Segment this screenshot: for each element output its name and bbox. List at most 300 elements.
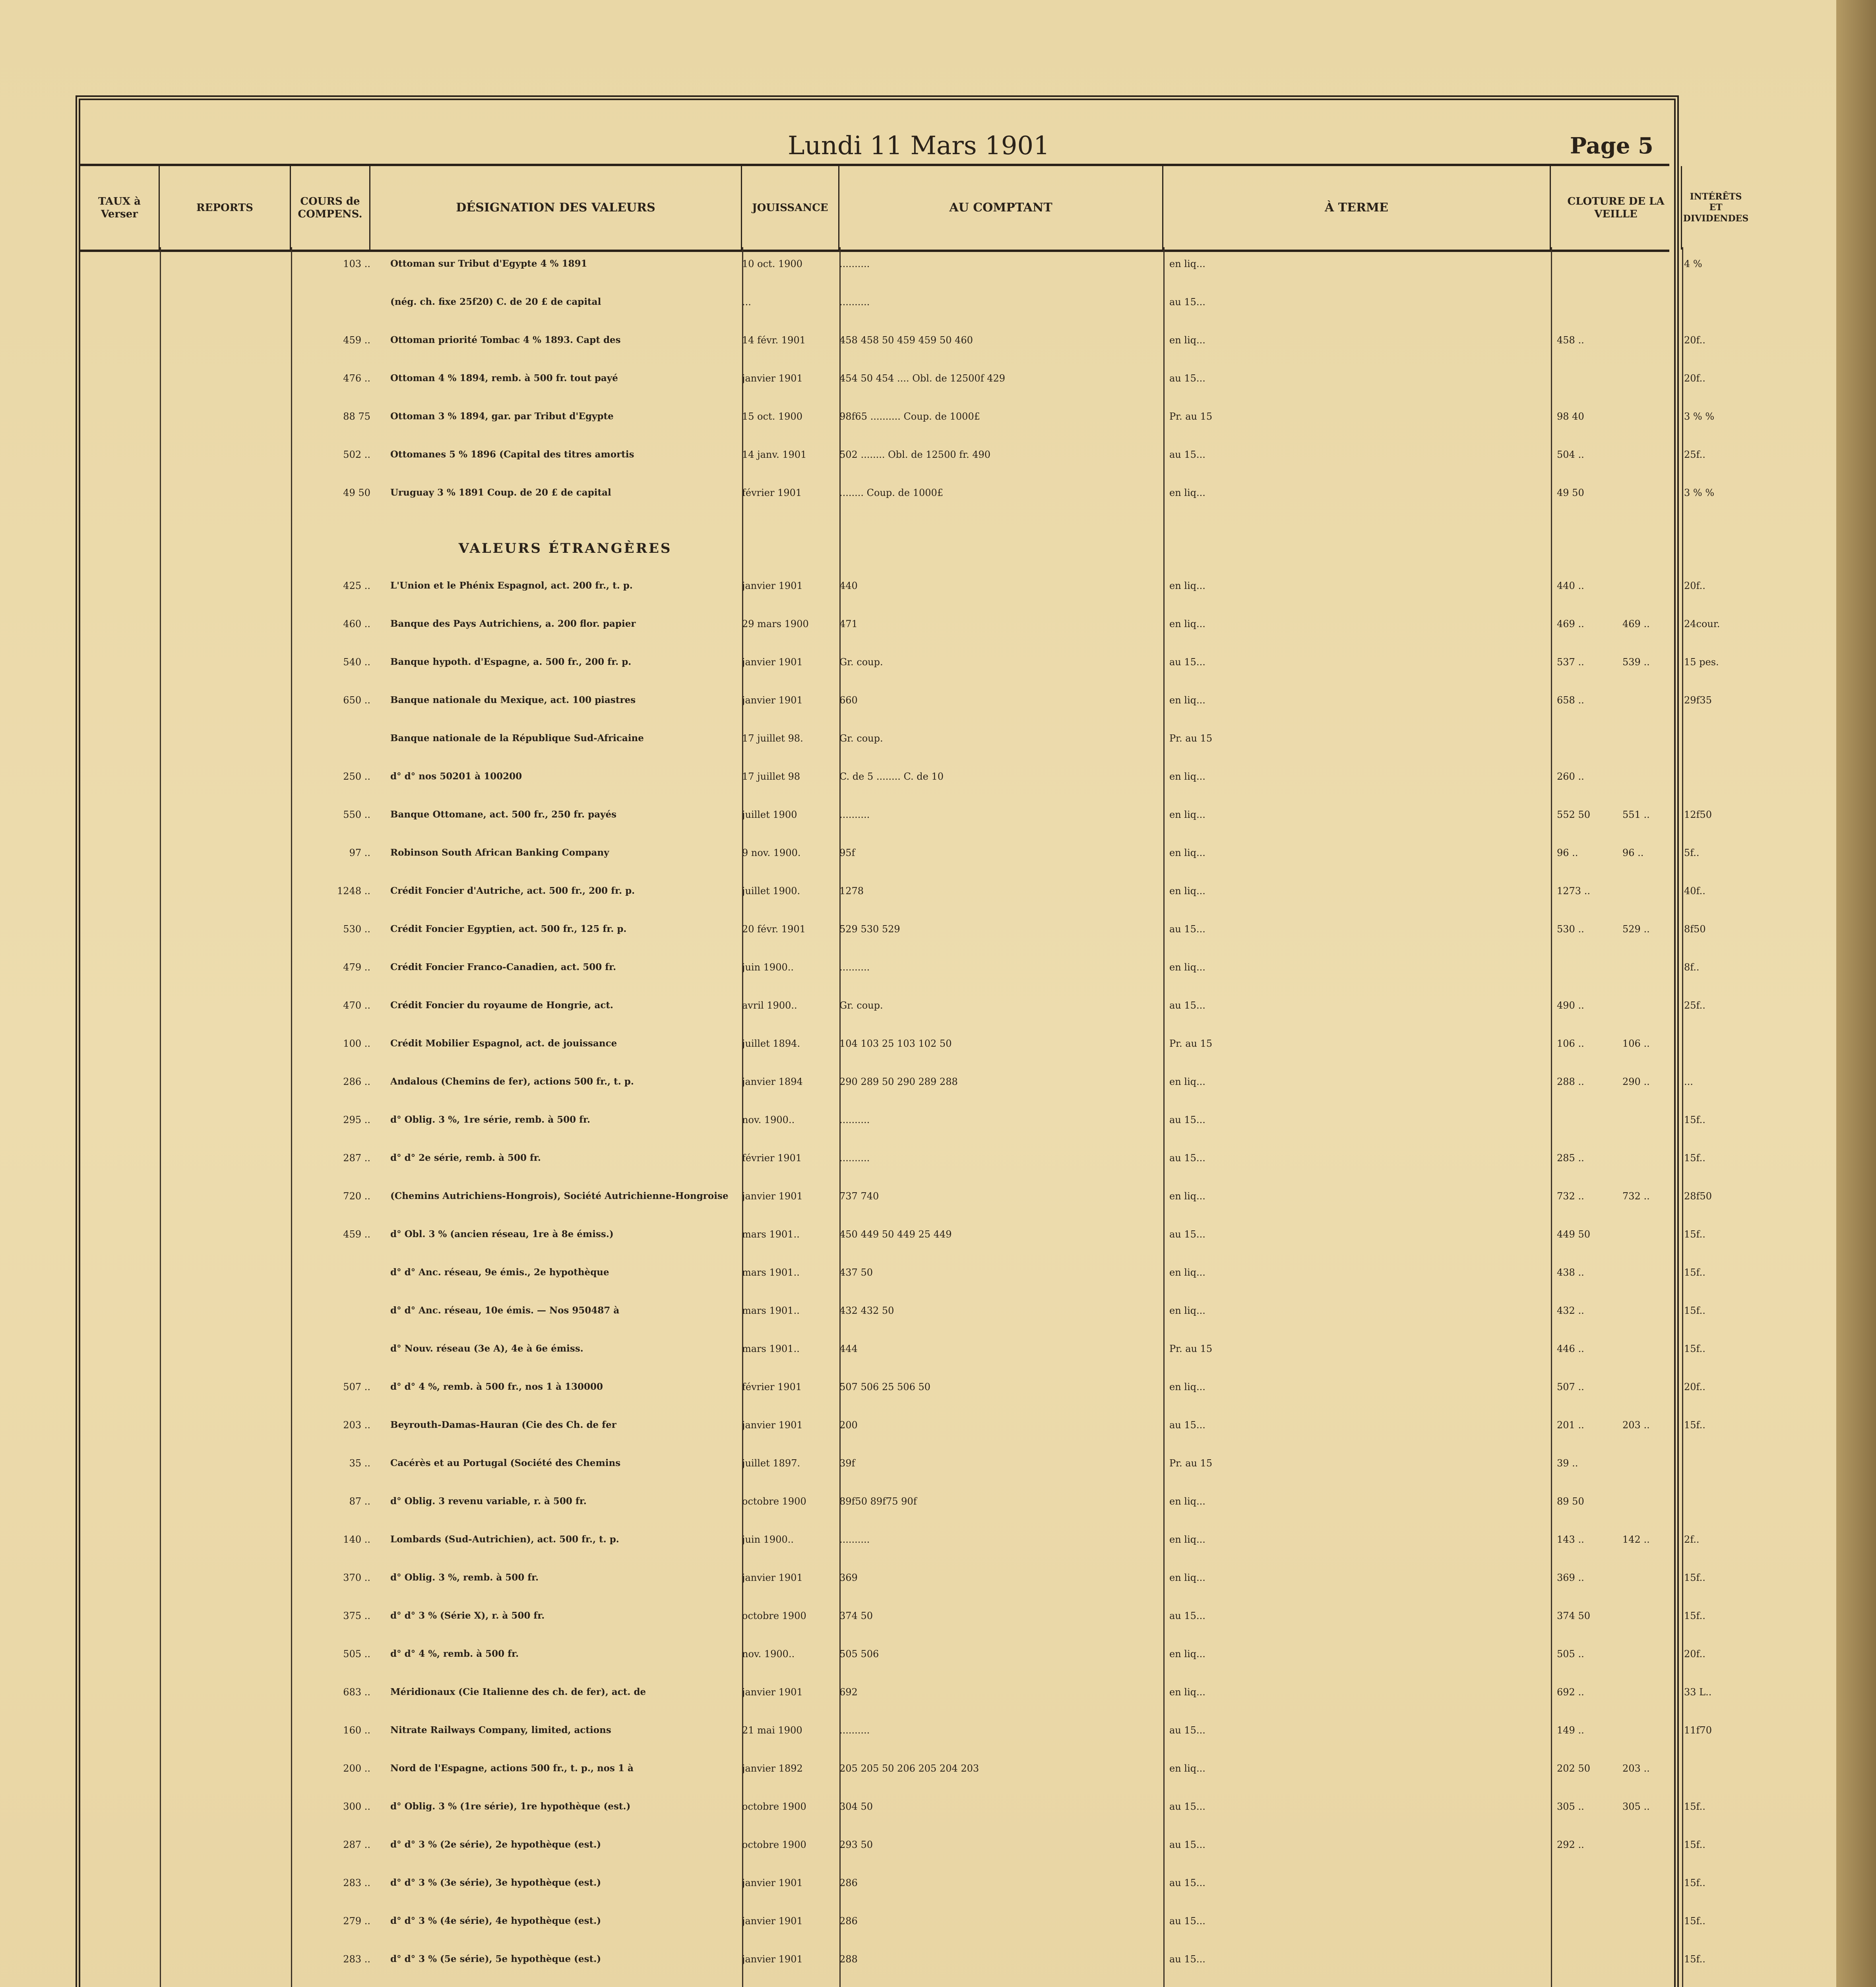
row-designation: Ottoman priorité Tombac 4 % 1893. Capt des — [390, 335, 621, 345]
row-au-comptant: 374 50 — [839, 1610, 873, 1621]
row-jouissance: janvier 1901 — [742, 1420, 803, 1431]
row-designation: d° d° 4 %, remb. à 500 fr., nos 1 à 130000 — [390, 1381, 603, 1392]
row-jouissance: 21 mai 1900 — [742, 1725, 802, 1736]
row-terme-label: Pr. au 15 — [1169, 733, 1213, 744]
row-designation: Banque Ottomane, act. 500 fr., 250 fr. payés — [390, 809, 617, 820]
row-cours: 160 .. — [343, 1725, 370, 1736]
row-au-comptant: 737 740 — [839, 1191, 879, 1202]
row-cours: 479 .. — [343, 962, 370, 973]
row-interets: 20f.. — [1684, 1648, 1705, 1660]
row-cours: 88 75 — [343, 411, 370, 422]
row-cloture-compt: 106 .. — [1557, 1038, 1584, 1049]
row-interets: 24cour. — [1684, 618, 1720, 629]
row-designation: d° d° 3 % (Série X), r. à 500 fr. — [390, 1610, 545, 1621]
row-cloture-terme: 551 .. — [1622, 809, 1650, 820]
row-au-comptant: Gr. coup. — [839, 657, 883, 668]
row-cloture-compt: 505 .. — [1557, 1648, 1584, 1660]
row-au-comptant: Gr. coup. — [839, 1000, 883, 1011]
row-au-comptant: .......... — [839, 1534, 870, 1545]
row-terme-label: au 15... — [1169, 373, 1205, 384]
row-jouissance: mars 1901.. — [742, 1267, 800, 1278]
row-cours: 97 .. — [349, 847, 370, 858]
row-designation: d° d° 3 % (2e série), 2e hypothèque (est.) — [390, 1839, 601, 1850]
row-designation: Banque hypoth. d'Espagne, a. 500 fr., 200 fr. p. — [390, 657, 632, 667]
row-au-comptant: 507 506 25 506 50 — [839, 1381, 931, 1392]
row-designation: d° d° 2e série, remb. à 500 fr. — [390, 1152, 541, 1163]
row-cloture-compt: 374 50 — [1557, 1610, 1590, 1621]
row-au-comptant: 200 — [839, 1420, 858, 1431]
row-cours: 530 .. — [343, 924, 370, 935]
row-jouissance: janvier 1901 — [742, 1572, 803, 1583]
row-designation: Crédit Mobilier Espagnol, act. de jouissance — [390, 1038, 617, 1049]
row-terme-label: au 15... — [1169, 1420, 1205, 1431]
row-designation: d° d° 3 % (3e série), 3e hypothèque (est.) — [390, 1877, 601, 1888]
row-terme-label: en liq... — [1169, 1572, 1205, 1583]
row-au-comptant: 286 — [839, 1877, 858, 1888]
row-terme-label: en liq... — [1169, 487, 1205, 498]
row-cloture-terme: 305 .. — [1622, 1801, 1650, 1812]
row-cours: 476 .. — [343, 373, 370, 384]
row-au-comptant: Gr. coup. — [839, 733, 883, 744]
row-designation: Nitrate Railways Company, limited, actions — [390, 1725, 611, 1735]
row-jouissance: janvier 1901 — [742, 695, 803, 706]
row-interets: 28f50 — [1684, 1191, 1712, 1202]
row-au-comptant: .......... — [839, 296, 870, 308]
row-cloture-terme: 203 .. — [1622, 1763, 1650, 1774]
row-terme-label: en liq... — [1169, 1305, 1205, 1316]
row-cours: 35 .. — [349, 1458, 370, 1469]
row-terme-label: Pr. au 15 — [1169, 1458, 1213, 1469]
row-cloture-compt: 49 50 — [1557, 487, 1584, 498]
row-designation: Robinson South African Banking Company — [390, 847, 609, 858]
row-cours: 460 .. — [343, 618, 370, 629]
row-cours: 283 .. — [343, 1877, 370, 1888]
row-interets: 15f.. — [1684, 1114, 1705, 1125]
row-designation: Nord de l'Espagne, actions 500 fr., t. p., nos 1 à — [390, 1763, 634, 1774]
col-cloture: CLOTURE DE LA VEILLE — [1551, 166, 1682, 250]
row-jouissance: 14 janv. 1901 — [742, 449, 807, 460]
row-interets: 20f.. — [1684, 373, 1705, 384]
row-cours: 295 .. — [343, 1114, 370, 1125]
row-au-comptant: .......... — [839, 258, 870, 269]
row-terme-label: au 15... — [1169, 1000, 1205, 1011]
row-designation: Ottoman 4 % 1894, remb. à 500 fr. tout payé — [390, 373, 618, 383]
row-terme-label: au 15... — [1169, 1114, 1205, 1125]
row-jouissance: juillet 1900 — [742, 809, 797, 820]
row-designation: Banque nationale de la République Sud-Africaine — [390, 733, 644, 744]
row-cours: 283 .. — [343, 1954, 370, 1965]
row-cloture-terme: 106 .. — [1622, 1038, 1650, 1049]
row-jouissance: janvier 1901 — [742, 1877, 803, 1888]
row-terme-label: en liq... — [1169, 809, 1205, 820]
row-interets: 15f.. — [1684, 1954, 1705, 1965]
row-au-comptant: .......... — [839, 1152, 870, 1164]
row-terme-label: au 15... — [1169, 1229, 1205, 1240]
rule-7 — [1682, 247, 1683, 1987]
row-terme-label: en liq... — [1169, 1076, 1205, 1087]
row-terme-label: au 15... — [1169, 1915, 1205, 1927]
page-date-title: Lundi 11 Mars 1901 — [788, 131, 1050, 161]
row-cours: 100 .. — [343, 1038, 370, 1049]
page-header — [80, 100, 1669, 164]
row-cloture-compt: 202 50 — [1557, 1763, 1590, 1774]
row-interets: 25f.. — [1684, 1000, 1705, 1011]
row-au-comptant: 293 50 — [839, 1839, 873, 1850]
row-designation: L'Union et le Phénix Espagnol, act. 200 fr., t. p. — [390, 580, 633, 591]
row-cours: 300 .. — [343, 1801, 370, 1812]
row-cloture-compt: 89 50 — [1557, 1496, 1584, 1507]
row-au-comptant: 98f65 .......... Coup. de 1000£ — [839, 411, 980, 422]
page-binding — [1836, 0, 1876, 1987]
row-cours: 650 .. — [343, 695, 370, 706]
row-designation: d° Oblig. 3 %, 1re série, remb. à 500 fr. — [390, 1114, 591, 1125]
row-cloture-terme: 96 .. — [1622, 847, 1644, 858]
row-cloture-compt: 432 .. — [1557, 1305, 1584, 1316]
row-terme-label: au 15... — [1169, 1152, 1205, 1164]
col-a-terme: À TERME — [1163, 166, 1551, 250]
row-terme-label: au 15... — [1169, 924, 1205, 935]
row-cloture-compt: 285 .. — [1557, 1152, 1584, 1164]
row-interets: 15f.. — [1684, 1839, 1705, 1850]
row-interets: 3 % % — [1684, 487, 1715, 498]
row-interets: 5f.. — [1684, 847, 1700, 858]
row-jouissance: janvier 1901 — [742, 1687, 803, 1698]
row-designation: Beyrouth-Damas-Hauran (Cie des Ch. de fer — [390, 1420, 616, 1430]
row-designation: d° Oblig. 3 % (1re série), 1re hypothèque (est.) — [390, 1801, 631, 1812]
row-jouissance: avril 1900.. — [742, 1000, 797, 1011]
row-cours: 683 .. — [343, 1687, 370, 1698]
row-terme-label: en liq... — [1169, 847, 1205, 858]
row-interets: 8f.. — [1684, 962, 1700, 973]
row-interets: ... — [1684, 1076, 1693, 1087]
row-cloture-compt: 149 .. — [1557, 1725, 1584, 1736]
row-terme-label: au 15... — [1169, 296, 1205, 308]
row-au-comptant: 444 — [839, 1343, 858, 1354]
row-cours: 87 .. — [349, 1496, 370, 1507]
row-designation: Ottomanes 5 % 1896 (Capital des titres amortis — [390, 449, 634, 460]
row-cours: 1248 .. — [337, 885, 370, 897]
row-terme-label: Pr. au 15 — [1169, 1343, 1213, 1354]
row-cloture-compt: 507 .. — [1557, 1381, 1584, 1392]
row-terme-label: au 15... — [1169, 449, 1205, 460]
row-designation: d° d° Anc. réseau, 9e émis., 2e hypothèque — [390, 1267, 609, 1278]
row-jouissance: 17 juillet 98. — [742, 733, 803, 744]
row-designation: Méridionaux (Cie Italienne des ch. de fer), act. de — [390, 1687, 646, 1697]
row-terme-label: en liq... — [1169, 885, 1205, 897]
row-terme-label: en liq... — [1169, 335, 1205, 346]
row-terme-label: en liq... — [1169, 580, 1205, 591]
row-cloture-compt: 440 .. — [1557, 580, 1584, 591]
row-cours: 200 .. — [343, 1763, 370, 1774]
row-terme-label: en liq... — [1169, 1381, 1205, 1392]
row-designation: Crédit Foncier d'Autriche, act. 500 fr., 200 fr. p. — [390, 885, 635, 896]
row-jouissance: octobre 1900 — [742, 1610, 806, 1621]
row-cloture-compt: 201 .. — [1557, 1420, 1584, 1431]
row-au-comptant: 1278 — [839, 885, 864, 897]
row-jouissance: juillet 1894. — [742, 1038, 800, 1049]
row-terme-label: en liq... — [1169, 695, 1205, 706]
row-cloture-compt: 504 .. — [1557, 449, 1584, 460]
row-cours: 49 50 — [343, 487, 370, 498]
row-cours: 287 .. — [343, 1152, 370, 1164]
row-jouissance: octobre 1900 — [742, 1801, 806, 1812]
row-terme-label: en liq... — [1169, 1496, 1205, 1507]
row-designation: Ottoman 3 % 1894, gar. par Tribut d'Egypte — [390, 411, 614, 422]
row-cloture-compt: 537 .. — [1557, 657, 1584, 668]
row-cloture-compt: 96 .. — [1557, 847, 1578, 858]
row-interets: 15f.. — [1684, 1420, 1705, 1431]
row-terme-label: au 15... — [1169, 1610, 1205, 1621]
row-cloture-compt: 438 .. — [1557, 1267, 1584, 1278]
row-cloture-compt: 449 50 — [1557, 1229, 1590, 1240]
col-jouissance: JOUISSANCE — [742, 166, 839, 250]
quotation-table — [80, 254, 1720, 1987]
row-au-comptant: 104 103 25 103 102 50 — [839, 1038, 952, 1049]
row-cours: 459 .. — [343, 1229, 370, 1240]
row-jouissance: mars 1901.. — [742, 1305, 800, 1316]
row-au-comptant: 205 205 50 206 205 204 203 — [839, 1763, 979, 1774]
row-terme-label: en liq... — [1169, 1267, 1205, 1278]
row-cours: 502 .. — [343, 449, 370, 460]
row-terme-label: en liq... — [1169, 618, 1205, 629]
row-jouissance: mars 1901.. — [742, 1343, 800, 1354]
section-heading: VALEURS ÉTRANGÈRES — [458, 540, 672, 556]
row-au-comptant: 505 506 — [839, 1648, 879, 1660]
row-jouissance: 15 oct. 1900 — [742, 411, 803, 422]
row-interets: 15f.. — [1684, 1152, 1705, 1164]
row-cours: 140 .. — [343, 1534, 370, 1545]
row-designation: (nég. ch. fixe 25f20) C. de 20 £ de capital — [390, 296, 601, 307]
row-cloture-compt: 530 .. — [1557, 924, 1584, 935]
row-interets: 15f.. — [1684, 1267, 1705, 1278]
row-terme-label: au 15... — [1169, 657, 1205, 668]
row-interets: 40f.. — [1684, 885, 1705, 897]
row-jouissance: 14 févr. 1901 — [742, 335, 806, 346]
row-terme-label: en liq... — [1169, 771, 1205, 782]
row-jouissance: février 1901 — [742, 1381, 802, 1392]
row-cloture-compt: 98 40 — [1557, 411, 1584, 422]
col-au-comptant: AU COMPTANT — [839, 166, 1163, 250]
row-designation: d° Nouv. réseau (3e A), 4e à 6e émiss. — [390, 1343, 583, 1354]
row-cloture-compt: 39 .. — [1557, 1458, 1578, 1469]
row-cours: 203 .. — [343, 1420, 370, 1431]
row-terme-label: en liq... — [1169, 1191, 1205, 1202]
row-interets: 8f50 — [1684, 924, 1706, 935]
row-cours: 507 .. — [343, 1381, 370, 1392]
row-interets: 15f.. — [1684, 1610, 1705, 1621]
row-cours: 279 .. — [343, 1915, 370, 1927]
row-cloture-compt: 658 .. — [1557, 695, 1584, 706]
row-cours: 540 .. — [343, 657, 370, 668]
row-au-comptant: 471 — [839, 618, 858, 629]
row-au-comptant: .......... — [839, 1114, 870, 1125]
page-number: Page 5 — [1570, 133, 1653, 159]
row-au-comptant: 89f50 89f75 90f — [839, 1496, 917, 1507]
row-au-comptant: 369 — [839, 1572, 858, 1583]
row-au-comptant: 502 ........ Obl. de 12500 fr. 490 — [839, 449, 991, 460]
row-au-comptant: 39f — [839, 1458, 855, 1469]
row-cloture-terme: 469 .. — [1622, 618, 1650, 629]
row-designation: Crédit Foncier Egyptien, act. 500 fr., 125 fr. p. — [390, 924, 627, 934]
row-jouissance: nov. 1900.. — [742, 1648, 795, 1660]
row-jouissance: nov. 1900.. — [742, 1114, 795, 1125]
row-terme-label: en liq... — [1169, 962, 1205, 973]
row-cours: 370 .. — [343, 1572, 370, 1583]
row-jouissance: janvier 1892 — [742, 1763, 803, 1774]
row-designation: Andalous (Chemins de fer), actions 500 fr., t. p. — [390, 1076, 634, 1087]
row-interets: 3 % % — [1684, 411, 1715, 422]
row-interets: 33 L.. — [1684, 1687, 1712, 1698]
row-cloture-compt: 446 .. — [1557, 1343, 1584, 1354]
row-jouissance: juillet 1900. — [742, 885, 800, 897]
row-jouissance: janvier 1894 — [742, 1076, 803, 1087]
row-cours: 103 .. — [343, 258, 370, 269]
row-cloture-compt: 469 .. — [1557, 618, 1584, 629]
row-interets: 25f.. — [1684, 449, 1705, 460]
row-terme-label: au 15... — [1169, 1839, 1205, 1850]
row-interets: 20f.. — [1684, 580, 1705, 591]
row-interets: 4 % — [1684, 258, 1702, 269]
row-interets: 11f70 — [1684, 1725, 1712, 1736]
row-designation: Cacérès et au Portugal (Société des Chemins — [390, 1458, 621, 1468]
row-jouissance: juillet 1897. — [742, 1458, 800, 1469]
row-terme-label: en liq... — [1169, 1534, 1205, 1545]
row-terme-label: en liq... — [1169, 1648, 1205, 1660]
row-cloture-compt: 143 .. — [1557, 1534, 1584, 1545]
row-designation: Crédit Foncier du royaume de Hongrie, act. — [390, 1000, 614, 1011]
row-designation: Banque nationale du Mexique, act. 100 piastres — [390, 695, 636, 705]
row-designation: d° Oblig. 3 revenu variable, r. à 500 fr. — [390, 1496, 587, 1507]
row-jouissance: mars 1901.. — [742, 1229, 800, 1240]
row-cloture-compt: 369 .. — [1557, 1572, 1584, 1583]
col-designation: DÉSIGNATION DES VALEURS — [370, 166, 742, 250]
row-designation: d° d° nos 50201 à 100200 — [390, 771, 522, 782]
row-au-comptant: .......... — [839, 962, 870, 973]
row-cours: 250 .. — [343, 771, 370, 782]
row-cours: 505 .. — [343, 1648, 370, 1660]
row-cloture-compt: 552 50 — [1557, 809, 1590, 820]
row-terme-label: au 15... — [1169, 1725, 1205, 1736]
row-terme-label: au 15... — [1169, 1801, 1205, 1812]
row-au-comptant: .......... — [839, 1725, 870, 1736]
row-interets: 20f.. — [1684, 335, 1705, 346]
row-designation: (Chemins Autrichiens-Hongrois), Société Autrichienne-Hongroise — [390, 1191, 729, 1201]
row-designation: d° d° 4 %, remb. à 500 fr. — [390, 1648, 519, 1659]
row-designation: Uruguay 3 % 1891 Coup. de 20 £ de capital — [390, 487, 611, 498]
row-au-comptant: 692 — [839, 1687, 858, 1698]
row-cloture-compt: 288 .. — [1557, 1076, 1584, 1087]
row-cours: 550 .. — [343, 809, 370, 820]
row-interets: 15 pes. — [1684, 657, 1719, 668]
row-au-comptant: 458 458 50 459 459 50 460 — [839, 335, 973, 346]
row-interets: 15f.. — [1684, 1877, 1705, 1888]
row-interets: 15f.. — [1684, 1915, 1705, 1927]
row-interets: 15f.. — [1684, 1572, 1705, 1583]
row-au-comptant: 95f — [839, 847, 855, 858]
row-au-comptant: 304 50 — [839, 1801, 873, 1812]
row-jouissance: juin 1900.. — [742, 1534, 794, 1545]
row-interets: 15f.. — [1684, 1343, 1705, 1354]
col-taux: TAUX à Verser — [80, 166, 160, 250]
row-jouissance: 17 juillet 98 — [742, 771, 800, 782]
column-headers — [80, 164, 1749, 252]
row-terme-label: en liq... — [1169, 1687, 1205, 1698]
row-cloture-compt: 305 .. — [1557, 1801, 1584, 1812]
row-interets: 12f50 — [1684, 809, 1712, 820]
row-au-comptant: C. de 5 ........ C. de 10 — [839, 771, 944, 782]
row-au-comptant: ........ Coup. de 1000£ — [839, 487, 944, 498]
col-interets: INTÉRÊTS ET DIVIDENDES — [1683, 191, 1749, 224]
row-jouissance: octobre 1900 — [742, 1496, 806, 1507]
row-cloture-terme: 732 .. — [1622, 1191, 1650, 1202]
row-terme-label: au 15... — [1169, 1877, 1205, 1888]
row-designation: d° d° Anc. réseau, 10e émis. — Nos 950487 à — [390, 1305, 620, 1316]
row-cloture-compt: 692 .. — [1557, 1687, 1584, 1698]
row-au-comptant: 450 449 50 449 25 449 — [839, 1229, 952, 1240]
row-au-comptant: 529 530 529 — [839, 924, 900, 935]
row-designation: Banque des Pays Autrichiens, a. 200 flor. papier — [390, 618, 636, 629]
row-au-comptant: 286 — [839, 1915, 858, 1927]
row-jouissance: 10 oct. 1900 — [742, 258, 803, 269]
row-terme-label: Pr. au 15 — [1169, 411, 1213, 422]
row-jouissance: janvier 1901 — [742, 373, 803, 384]
row-cloture-terme: 142 .. — [1622, 1534, 1650, 1545]
row-cloture-compt: 732 .. — [1557, 1191, 1584, 1202]
row-jouissance: janvier 1901 — [742, 657, 803, 668]
row-cours: 287 .. — [343, 1839, 370, 1850]
row-designation: d° d° 3 % (4e série), 4e hypothèque (est.) — [390, 1915, 601, 1926]
row-cours: 470 .. — [343, 1000, 370, 1011]
row-interets: 15f.. — [1684, 1801, 1705, 1812]
row-jouissance: juin 1900.. — [742, 962, 794, 973]
row-interets: 15f.. — [1684, 1229, 1705, 1240]
row-terme-label: au 15... — [1169, 1954, 1205, 1965]
row-au-comptant: 454 50 454 .... Obl. de 12500f 429 — [839, 373, 1006, 384]
row-au-comptant: 290 289 50 290 289 288 — [839, 1076, 958, 1087]
row-cours: 720 .. — [343, 1191, 370, 1202]
row-jouissance: 9 nov. 1900. — [742, 847, 801, 858]
row-jouissance: octobre 1900 — [742, 1839, 806, 1850]
row-designation: Crédit Foncier Franco-Canadien, act. 500 fr. — [390, 962, 616, 972]
row-interets: 15f.. — [1684, 1305, 1705, 1316]
row-cours: 425 .. — [343, 580, 370, 591]
row-cours: 286 .. — [343, 1076, 370, 1087]
row-jouissance: février 1901 — [742, 487, 802, 498]
row-jouissance: janvier 1901 — [742, 580, 803, 591]
row-jouissance: ... — [742, 296, 751, 308]
row-au-comptant: 660 — [839, 695, 858, 706]
row-cloture-compt: 1273 .. — [1557, 885, 1590, 897]
row-designation: Lombards (Sud-Autrichien), act. 500 fr., t. p. — [390, 1534, 619, 1545]
row-jouissance: janvier 1901 — [742, 1954, 803, 1965]
row-jouissance: février 1901 — [742, 1152, 802, 1164]
row-cloture-compt: 458 .. — [1557, 335, 1584, 346]
row-cours: 375 .. — [343, 1610, 370, 1621]
row-designation: Ottoman sur Tribut d'Egypte 4 % 1891 — [390, 258, 587, 269]
row-cloture-terme: 529 .. — [1622, 924, 1650, 935]
row-cloture-compt: 490 .. — [1557, 1000, 1584, 1011]
row-au-comptant: 440 — [839, 580, 858, 591]
row-cloture-compt: 260 .. — [1557, 771, 1584, 782]
row-cloture-terme: 203 .. — [1622, 1420, 1650, 1431]
row-cloture-compt: 292 .. — [1557, 1839, 1584, 1850]
row-jouissance: janvier 1901 — [742, 1191, 803, 1202]
row-au-comptant: 288 — [839, 1954, 858, 1965]
row-interets: 29f35 — [1684, 695, 1712, 706]
row-au-comptant: 437 50 — [839, 1267, 873, 1278]
row-cours: 459 .. — [343, 335, 370, 346]
row-interets: 2f.. — [1684, 1534, 1700, 1545]
